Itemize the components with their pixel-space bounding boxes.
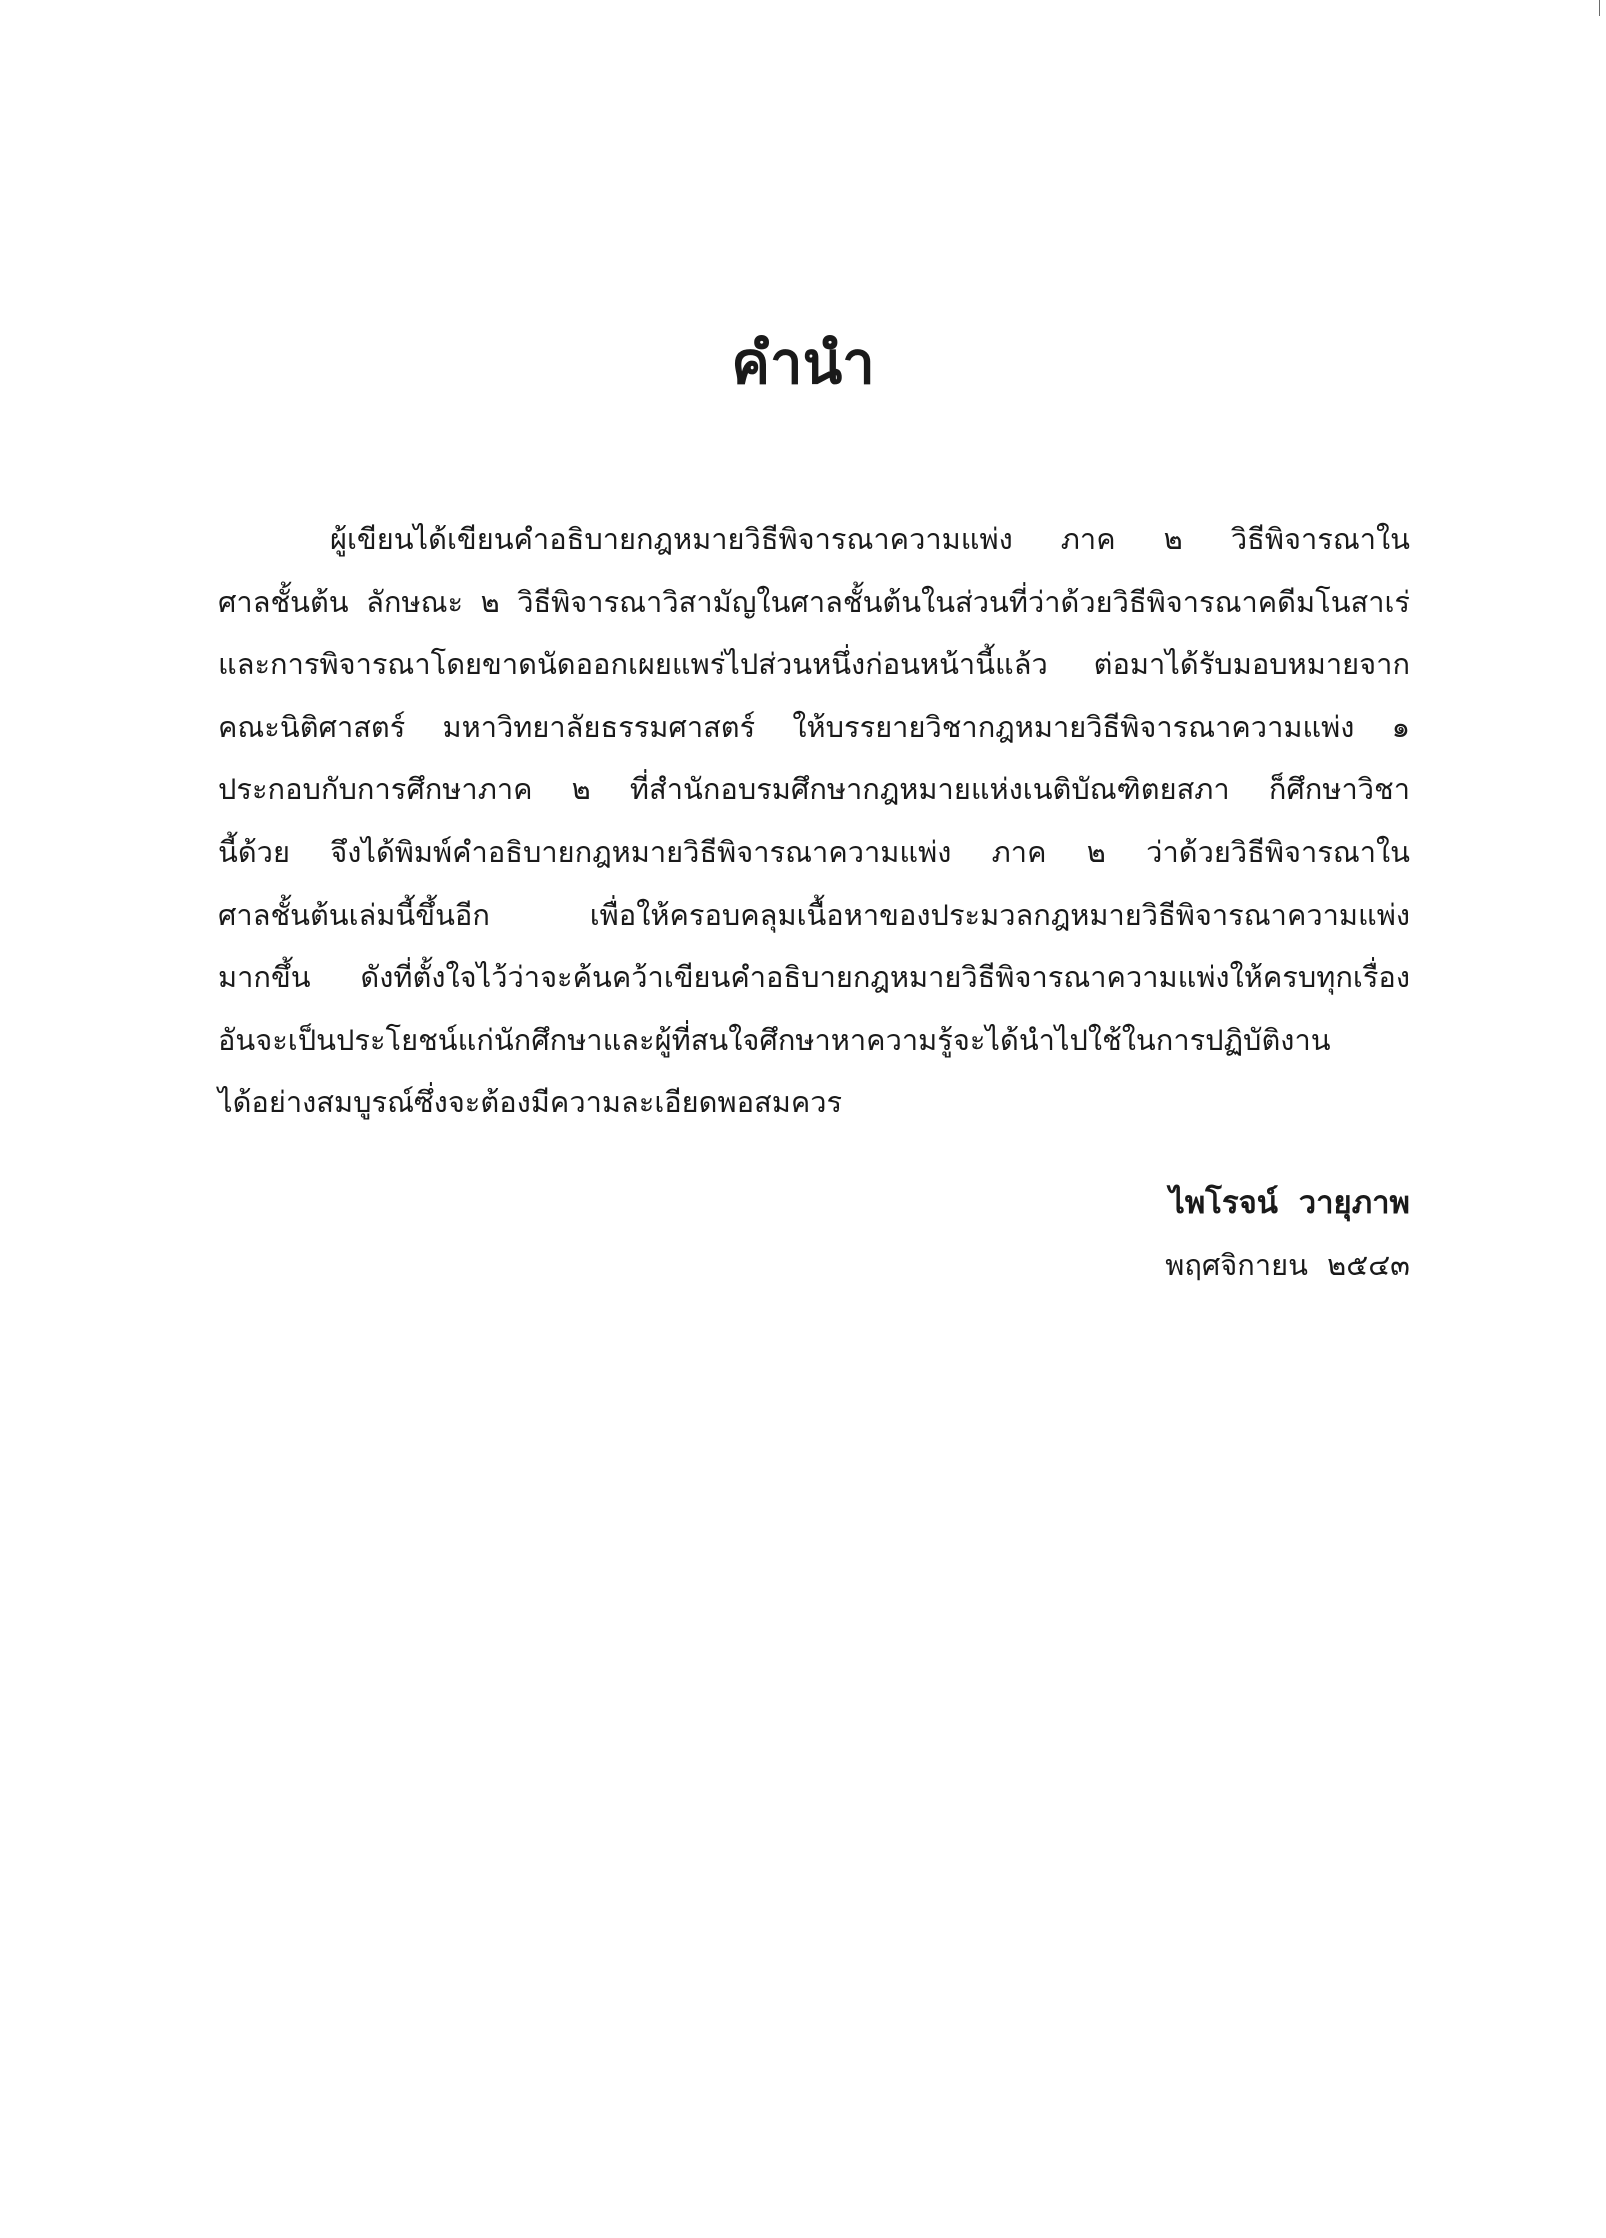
paragraph-line: ผู้เขียนได้เขียนคำอธิบายกฎหมายวิธีพิจารณาความแพ่ง ภาค ๒ วิธีพิจารณาใน bbox=[330, 522, 1410, 556]
paragraph-line: คณะนิติศาสตร์ มหาวิทยาลัยธรรมศาสตร์ ให้บรรยายวิชากฎหมายวิธีพิจารณาความแพ่ง ๑ bbox=[218, 709, 1410, 744]
paragraph-line: ได้อย่างสมบูรณ์ซึ่งจะต้องมีความละเอียดพอสมควร bbox=[218, 1085, 843, 1120]
paragraph-line: ศาลชั้นต้นเล่มนี้ขึ้นอีก เพื่อให้ครอบคลุมเนื้อหาของประมวลกฎหมายวิธีพิจารณาความแพ่ง bbox=[218, 897, 1410, 932]
paragraph-line: นี้ด้วย จึงได้พิมพ์คำอธิบายกฎหมายวิธีพิจารณาความแพ่ง ภาค ๒ ว่าด้วยวิธีพิจารณาใน bbox=[218, 834, 1410, 869]
paragraph-line: มากขึ้น ดังที่ตั้งใจไว้ว่าจะค้นคว้าเขียนคำอธิบายกฎหมายวิธีพิจารณาความแพ่งให้ครบทุกเรื่อง bbox=[218, 960, 1410, 995]
signature-date: พฤศจิกายน ๒๕๔๓ bbox=[1165, 1248, 1410, 1282]
page-title: คำนำ bbox=[731, 329, 875, 397]
paragraph-line: และการพิจารณาโดยขาดนัดออกเผยแพร่ไปส่วนหนึ่งก่อนหน้านี้แล้ว ต่อมาได้รับมอบหมายจาก bbox=[218, 647, 1410, 682]
page-corner-mark bbox=[1599, 0, 1600, 16]
author-name: ไพโรจน์ วายุภาพ bbox=[1169, 1185, 1410, 1221]
preface-paragraph bbox=[218, 508, 1410, 1134]
paragraph-line: ศาลชั้นต้น ลักษณะ ๒ วิธีพิจารณาวิสามัญในศาลชั้นต้นในส่วนที่ว่าด้วยวิธีพิจารณาคดีมโนสาเร่ bbox=[218, 584, 1410, 619]
paragraph-line: อันจะเป็นประโยชน์แก่นักศึกษาและผู้ที่สนใจศึกษาหาความรู้จะได้นำไปใช้ในการปฏิบัติงาน bbox=[218, 1022, 1331, 1057]
signature-block bbox=[1165, 1172, 1410, 1296]
paragraph-line: ประกอบกับการศึกษาภาค ๒ ที่สำนักอบรมศึกษากฎหมายแห่งเนติบัณฑิตยสภา ก็ศึกษาวิชา bbox=[218, 772, 1410, 807]
